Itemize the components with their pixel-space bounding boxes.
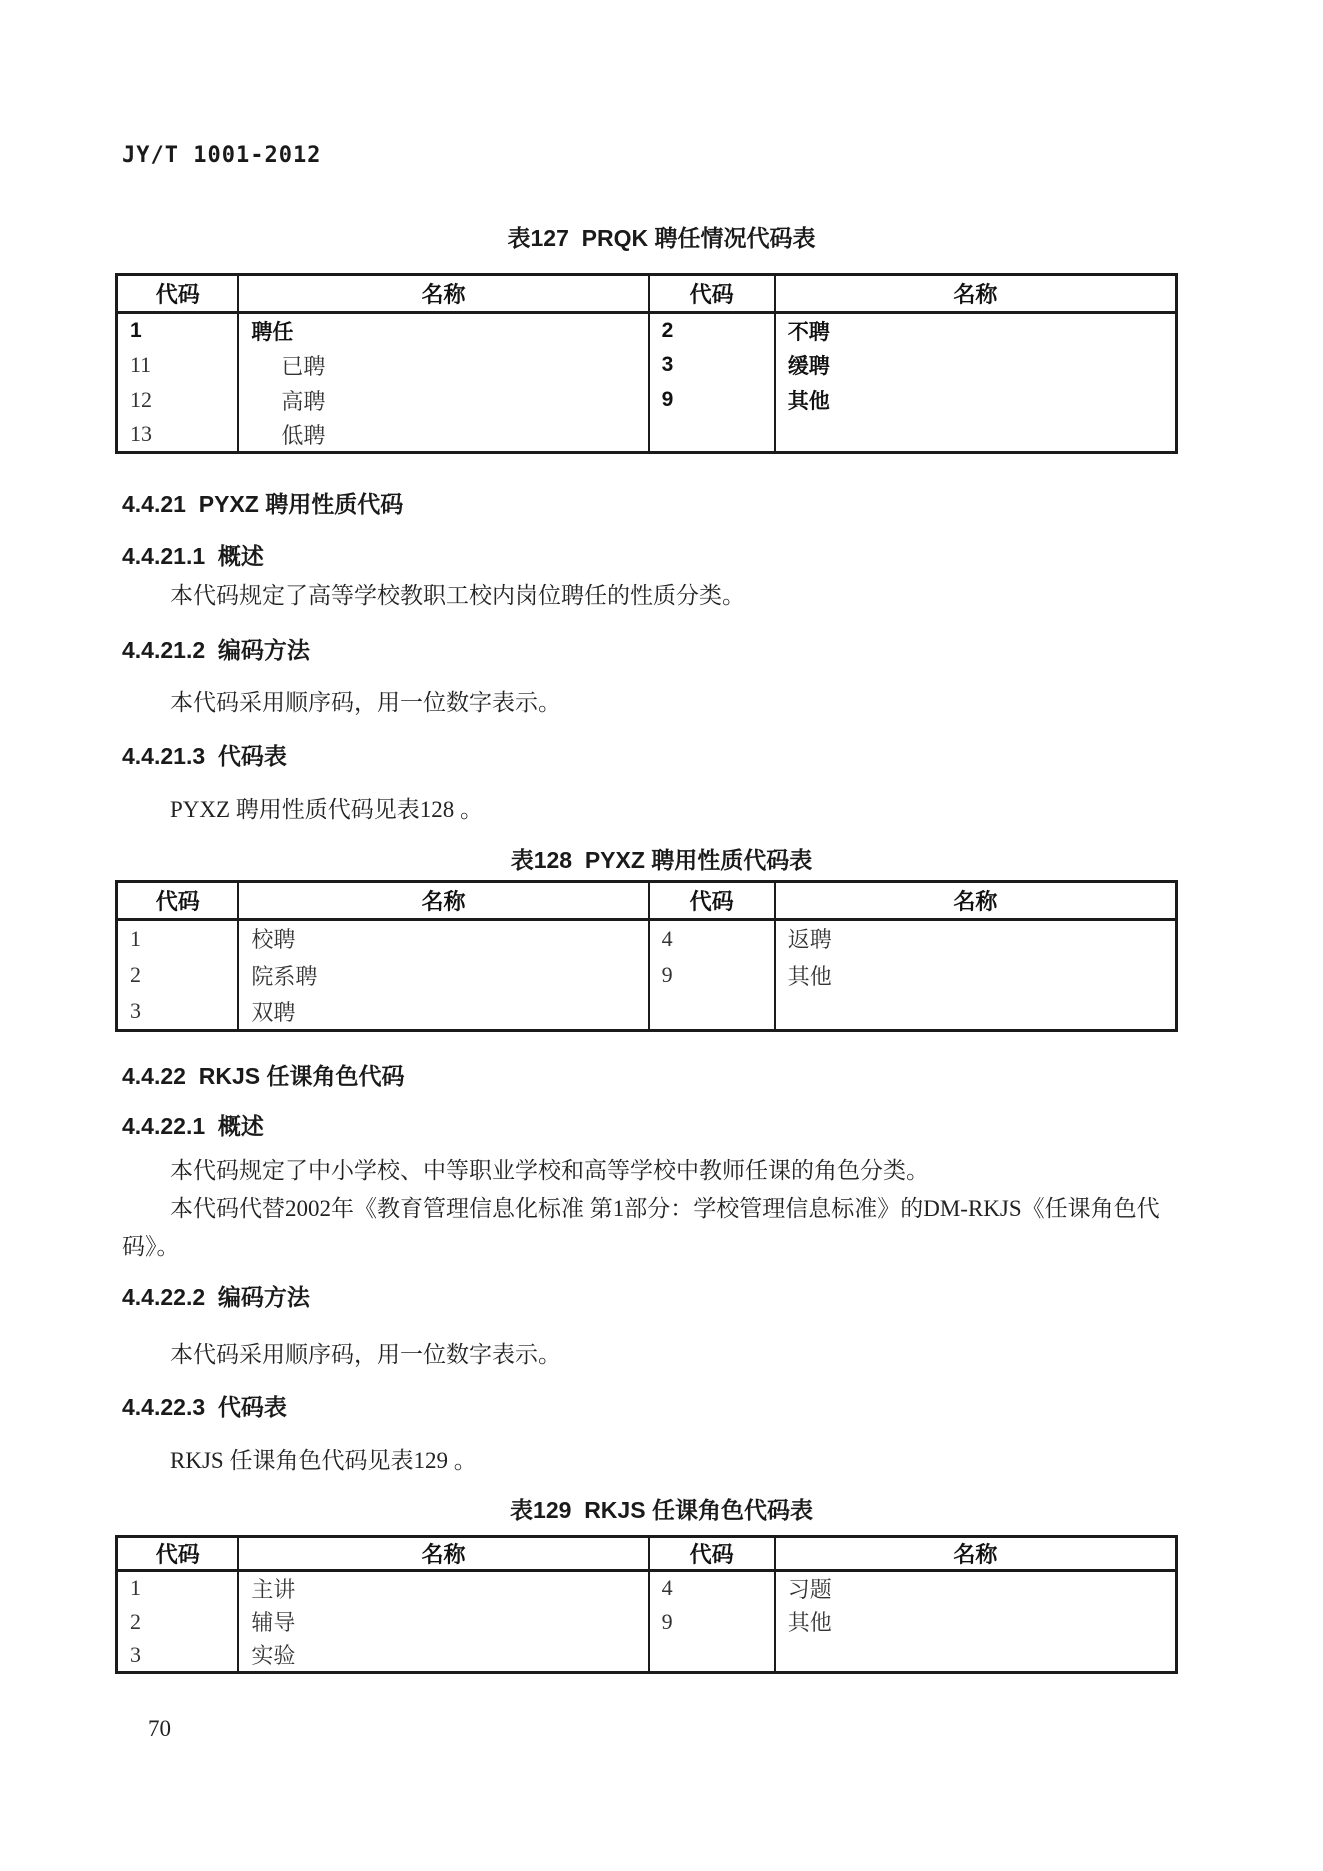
section-heading-4-4-22-1: 4.4.22.1 概述: [122, 1113, 264, 1139]
column-header-code-right: 代码: [649, 882, 775, 920]
column-header-code-left: 代码: [117, 1537, 239, 1571]
code-cell: 1: [130, 925, 141, 951]
table-row: [117, 348, 1177, 383]
name-cell: 其他: [775, 383, 1177, 418]
paragraph: 本代码采用顺序码，用一位数字表示。: [170, 1342, 561, 1367]
code-cell: 2: [130, 962, 141, 987]
table-header-row: [117, 1537, 1177, 1571]
name-cell: 其他: [775, 957, 1177, 994]
code-cell: [649, 994, 775, 1031]
name-cell: 聘任: [238, 313, 648, 348]
table-row: [117, 994, 1177, 1031]
code-cell: 9: [649, 957, 775, 994]
column-header-code-left: 代码: [117, 882, 239, 920]
document-number: JY/T 1001-2012: [122, 143, 322, 168]
code-cell: 2: [130, 1608, 141, 1634]
table-row: [117, 1605, 1177, 1639]
code-cell: 11: [130, 352, 152, 377]
code-cell: 9: [649, 383, 775, 418]
paragraph-line: 本代码规定了中小学校、中等职业学校和高等学校中教师任课的角色分类。: [170, 1158, 929, 1183]
name-cell: 缓聘: [775, 348, 1177, 383]
code-cell: 3: [130, 998, 141, 1024]
code-cell: 4: [649, 920, 775, 957]
column-header-name-right: 名称: [775, 882, 1177, 920]
paragraph-group: [122, 1152, 1160, 1266]
section-heading-4-4-21: 4.4.21 PYXZ 聘用性质代码: [122, 491, 404, 517]
table-128: [115, 880, 1178, 1032]
section-heading-4-4-22-2: 4.4.22.2 编码方法: [122, 1284, 310, 1310]
table-row: [117, 920, 1177, 957]
code-cell: 2: [649, 313, 775, 348]
code-cell: 12: [130, 387, 152, 412]
code-cell: 1: [130, 1575, 141, 1601]
paragraph: 本代码采用顺序码，用一位数字表示。: [170, 690, 561, 715]
table-row: [117, 1571, 1177, 1605]
name-cell: [775, 1639, 1177, 1673]
paragraph-line: 本代码代替2002年《教育管理信息化标准 第1部分：学校管理信息标准》的DM-RKJS《任课角色代: [170, 1196, 1160, 1221]
table-row: [117, 418, 1177, 453]
name-cell: 校聘: [238, 920, 648, 957]
name-cell: 习题: [775, 1571, 1177, 1605]
table-129-caption: 表129 RKJS 任课角色代码表: [510, 1497, 813, 1523]
code-cell: [649, 418, 775, 453]
table-header-row: [117, 275, 1177, 313]
name-cell: 主讲: [238, 1571, 648, 1605]
column-header-code-right: 代码: [649, 275, 775, 313]
name-cell: 辅导: [238, 1605, 648, 1639]
table-row: [117, 1639, 1177, 1673]
table-row: [117, 383, 1177, 418]
section-heading-4-4-21-2: 4.4.21.2 编码方法: [122, 637, 310, 663]
column-header-name-right: 名称: [775, 275, 1177, 313]
table-row: [117, 313, 1177, 348]
name-cell: 其他: [775, 1605, 1177, 1639]
code-cell: 4: [649, 1571, 775, 1605]
name-cell: [775, 418, 1177, 453]
code-cell: 3: [130, 1641, 141, 1667]
column-header-name-left: 名称: [238, 882, 648, 920]
column-header-code-right: 代码: [649, 1537, 775, 1571]
name-cell: 不聘: [775, 313, 1177, 348]
table-128-caption: 表128 PYXZ 聘用性质代码表: [510, 847, 813, 873]
table-127-caption: 表127 PRQK 聘任情况代码表: [507, 225, 816, 251]
paragraph: RKJS 任课角色代码见表129 。: [170, 1448, 477, 1473]
name-cell: 低聘: [238, 418, 648, 453]
paragraph-line: 码》。: [122, 1234, 180, 1259]
table-127: [115, 273, 1178, 454]
table-header-row: [117, 882, 1177, 920]
name-cell: [775, 994, 1177, 1031]
section-heading-4-4-21-1: 4.4.21.1 概述: [122, 543, 264, 569]
code-cell: 9: [649, 1605, 775, 1639]
code-cell: 13: [130, 421, 152, 447]
name-cell: 返聘: [775, 920, 1177, 957]
name-cell: 已聘: [238, 348, 648, 383]
section-heading-4-4-22: 4.4.22 RKJS 任课角色代码: [122, 1063, 405, 1089]
section-heading-4-4-21-3: 4.4.21.3 代码表: [122, 743, 287, 769]
name-cell: 高聘: [238, 383, 648, 418]
code-cell: 1: [130, 318, 142, 342]
name-cell: 院系聘: [238, 957, 648, 994]
paragraph: PYXZ 聘用性质代码见表128 。: [170, 797, 484, 822]
column-header-name-right: 名称: [775, 1537, 1177, 1571]
name-cell: 实验: [238, 1639, 648, 1673]
code-cell: 3: [649, 348, 775, 383]
name-cell: 双聘: [238, 994, 648, 1031]
column-header-name-left: 名称: [238, 275, 648, 313]
code-cell: [649, 1639, 775, 1673]
table-129: [115, 1535, 1178, 1674]
column-header-code-left: 代码: [117, 275, 239, 313]
paragraph: 本代码规定了高等学校教职工校内岗位聘任的性质分类。: [170, 583, 745, 608]
page-number: 70: [148, 1716, 171, 1741]
column-header-name-left: 名称: [238, 1537, 648, 1571]
section-heading-4-4-22-3: 4.4.22.3 代码表: [122, 1394, 287, 1420]
table-row: [117, 957, 1177, 994]
